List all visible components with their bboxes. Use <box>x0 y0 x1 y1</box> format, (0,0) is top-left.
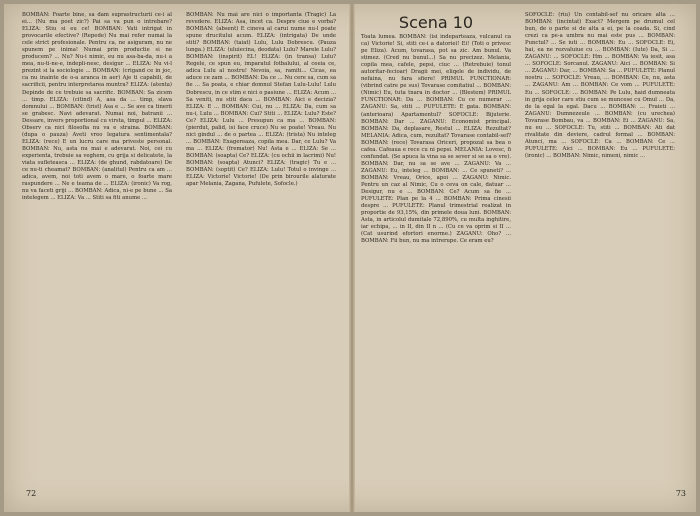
left-page <box>4 4 349 512</box>
page-number-right: 73 <box>675 489 686 498</box>
script-text: Toata lumea. BOMBAN: (isi indeparteaza, vulcanul ca ca) Victorie! Si, stiti ce-i a datoriei! Ei! (Toti o privesc pe Eliza). Acum, tovarasa, pot sa zic. Am bunul. Va stimez. (Cred nu bunul...) Sa nu precizez. Melania, copila mea, cafele, pepsi, ciuc ... (Retrebuie) tonul autoritar-fecioar) Dragii mei, eliqele de individu, de nefaina, nu fara sfiere! PRIMUL FUNCTIONAR: (vibrind catre pe sus) Tovarase comitatiul ... BOMBAN: (Nimic) Eu, tuta tnara in doctor ... (Blestem) PRIMUL FUNCTIONAR: Da ... BOMBAN: Cu ce numerar ... ZAGANU: Sa, stiti ... PUFULETE: E gata. BOMBAN: (anterioara) Apartamentul? SOFOCLE: Bijuterie. BOMBAN: Dar ... ZAGANU: Economist principal. BOMBAN: Da, deplasare, Restul ... ELIZA: Rezultat? MELANIA: Adica, cum, rezultat? Tovarase contabil-sef? BOMBAN: (rece) Tovarasa Oriceri, propozal sa bea o cafea. Cafeaua e rece cu ni pepsi. MELANIA: Lovesc, fi confundat. (Se apuca la vina sa se sever si se sa o vre). BOMBAN: Dar, nu sa se ave ... ZAGANU: Va ... ZAGANU: Eu, inteleg ... BOMBAN: ... Ce spuneti? ... BOMBAN: Vreau, Orice, apoi ... ZAGANU: Nimic. Pentru un caz al Nimic, Cu o ceva on cale, datuar ... Desigur, nu e ... BOMBAN: Ce? Acum sa fie ... PUFULETE: Plan pe la 4 ... BOMBAN: Prima cinesii despre ... PUFULETE: Planul trimestrial realizat in proportie de 93,15%, din primele doua luni. BOMBAN: Asta, in articolul dumitale 72,890%, cu multa inghitire, iar echipa, ... in II, din II n ... (Cu ce va oprim si II ... (Cat usurind efortori enorme.) ZAGANU: Oho? ... BOMBAN: Fii bun, nu ma intrerupe. Ce eram eu? <box>361 34 511 245</box>
script-text: SOFOCLE: (riu) Un contabil-sef nu oricare alta ... BOMBAN: (incintat) Exact? Mergem pe drumul cel bun, de o parte si de alta a ei, pe la coada. Si, cind crezi ca pe-a umbra nu mai este pus ... BOMBAN: Punctul? ... Se iuti ... BOMBAN: Eu ... SOFOCLE: Ei, hai, ea ne rezvaluiue cu ... BOMBAN: (Iute) Da, Si ... ZAGANU: ... SOFOCLE: Hm ... BOMBAN: Va iesit, asa ... SOFOCLE: Sorcanul. ZAGANU: Aici ... BOMBAN: Si ... ZAGANU: Dar, ... BOMBAN: Sa ... PUFULETE: Planul nostru ... SOFOCLE: Vreau, ... BOMBAN: Ce, nu, asta ... ZAGANU: Am ... BOMBAN: Ce vom ... PUFULETE: Eu ... SOFOCLE: ... BOMBAN: Pe Lulu, haid dumneata in grija celor care stiu cum se muncese cu Omul ... Da, de la egal la egal. Dacu ... BOMBAN: ... Fraieti ... ZAGANU: Dumnezeule ... BOMBAN: (cu urechea) Tovarase Bombau, va ... BOMBAN: Ei ... ZAGANU: Sa, nu eu ... SOFOCLE: Tu, stiti ... BOMBAN: Ati dat rivalitate din deviere, cadrul formal ... BOMBAN: Atunci, ma ... SOFOCLE: Ca ... BOMBAN: Ce ... PUFULETE: Aici ... BOMBAN: Eu ... PUFULETE: (ironic) ... BOMBAN: Nimic, nimeni, nimic ... <box>525 12 675 159</box>
left-page-column-2 <box>186 12 336 188</box>
script-text: BOMBAN: Nu mai are nici o importanta (Tragic) La revedere. ELIZA: Asa, incet ca. Despre ciue e vorba? BOMBAN: (absent) E cineva al carui nume nu-l poate spune drucitului acum. ELIZA: (intrigata) De unde stiti? BOMBAN: (taiat) Lulu, Lulu Dobrescu. (Pauza lunga.) ELIZA: (uluiecina, deodata) Lulu? Marele Lulu? BOMBAN: (inspirit) EL! ELIZA: (in transa) Lulu? Regele, ce spun eu, imparatul fotbalului, al ceeia ce, adica Lulu al nostru! Nevoia, sa, ramiti... Cicas, ea aduce ce zam ... BOMBAN: Da ce ... Nu cere sa, cum sa fie ... Sa poata, e chiar domnul Stefan Lulu-Lulu! Lulu Dobrescu, in ce stim e nici o pasiune ... ELIZA: Acum ... Sa veniti, nu stiti daca ... BOMBAN: Aici e decizia? ELIZA: E ... BOMBAN: Cui, nu ... ELIZA: Da, cum sa nu-i, Lulu ... BOMBAN: Cui? Stiti ... ELIZA: Lulu? Este? Ce? ELIZA: Lulu ... Presupun ca ma ... BOMBAN: (pierdut, palid, isi face cruce) Nu se poate! Vreau. Nu nici gindul ... de o partea ... ELIZA: (trista) Nu inteleg ... BOMBAN: Exagereaza, copila mea. Dar, ce Lulu? Va ma ... ELIZA: (fremator) Nu! Asta e ... ELIZA: Se ... BOMBAN: (soapta) Ce? ELIZA: (cu ochii in lacrimi) Nu! BOMBAN: (soapta) Atunci? ELIZA: (tragic) Tu e ... BOMBAN: (soptit) Ce? ELIZA: Lulu! Totul o invinge ... ELIZA: Victorie! Victorie! (De prin birourile alaturate apar Melania, Zagana, Pufulete, Sofocle.) <box>186 12 336 188</box>
right-page <box>355 4 700 512</box>
right-page-column-1 <box>361 12 511 245</box>
script-text: BOMBAN: Foarte bine, sa dam suprastructurii ce-i al ei... (Nu ma poet zic?) Pai sa va pun o intrebare? ELIZA: Stiu si eu ce! BOMBAN: Vati intrigat in provocarile efective? (Repede) Nu mai refer numai la cele strict profesionale. Pentru ca, ne asiguram, nu ne spunem pe inima! Numai prin productie si ne producem? ... Nu? Nu-i nimic, eu nu asa-ba-da, nu-i a mea, nu-ti-ne-e, indepli-nesc, desigur ... ELIZA: Nu vi-l prezint si la sociologie ... BOMBAN: (crigand ce in joc, ca nu inainte de o-a aranca in aer) Aje ti capabili, de sacrificii, pentru interpretarea muntra? ELIZA: (atenta) Depinde de ce trebuie sa sacrific. BOMBAN: Sa zicem ... timp. ELIZA: (citind) A, asa da ... timp, slava domnului ... BOMBAN: (trist) Asa e ... Se ave ca tinerii se grabesc. Navi adevarat. Numai noi, batranii ... Dessare, invers proportional cu virsta, timpul ... ELIZA: Observ ca nici filosofia nu va e straina. BOMBAN: (dupa o pauza) Aveti vreo legatura sentimentala? ELIZA: (rece) E un lucru care ma priveste personal. BOMBAN: Nu, asta nu mai e adevarat. Noi, cei cu experienta, trebuie sa veghem, cu grija si delicatete, la viata sufleteasca ... ELIZA: (de ghund, rabdatoare) De ce nu-ti cheamat? BOMBAN: (analitul) Pentru ca am ... adica, avem, noi toti avem o mare, o foarte mare raspundere ... Ne e teama de ... ELIZA: (ironic) Va rog, nu va faceti griji ... BOMBAN: Adica, ni-e pe bune ... Sa intelegem ... ELIZA: Va ... Stiti sa fiti anume ... <box>22 12 172 202</box>
open-book <box>4 4 696 512</box>
left-page-column-1 <box>22 12 172 202</box>
right-page-column-2 <box>525 12 675 160</box>
scene-title: Scena 10 <box>398 13 474 32</box>
page-number-left: 72 <box>26 489 37 498</box>
